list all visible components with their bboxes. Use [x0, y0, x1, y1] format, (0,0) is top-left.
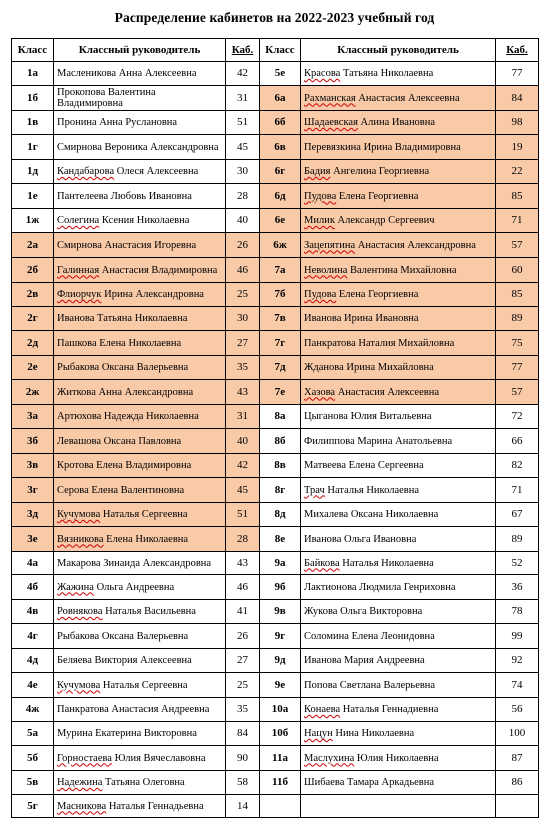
table-row	[12, 795, 539, 818]
teacher-name: Шадаевская Алина Ивановна	[304, 117, 436, 128]
class-cell: 3е	[12, 527, 54, 552]
class-cell: 11а	[260, 746, 301, 771]
teacher-cell	[301, 283, 496, 307]
room-cell: 46	[226, 575, 260, 600]
teacher-name: Вязникова Елена Николаевна	[57, 533, 189, 545]
room-cell: 85	[496, 283, 539, 307]
table-row	[12, 503, 539, 527]
room-cell: 41	[226, 600, 260, 624]
class-cell: 2е	[12, 356, 54, 380]
table-row	[12, 307, 539, 331]
empty-cell	[301, 795, 496, 818]
teacher-cell	[301, 258, 496, 283]
teacher-cell	[301, 184, 496, 209]
class-cell: 10б	[260, 722, 301, 746]
teacher-cell	[301, 722, 496, 746]
teacher-name: Михалева Оксана Николаевна	[304, 509, 439, 520]
room-cell: 67	[496, 503, 539, 527]
teacher-cell	[54, 283, 226, 307]
teacher-name: Иванова Татьяна Николаевна	[57, 313, 188, 324]
table-row	[12, 722, 539, 746]
teacher-name: Смирнова Анастасия Игоревна	[57, 239, 197, 251]
teacher-cell	[301, 307, 496, 331]
class-cell: 3г	[12, 478, 54, 503]
teacher-name: Конаева Наталья Геннадиевна	[304, 704, 439, 715]
teacher-name: Попова Светлана Валерьевна	[304, 679, 436, 691]
room-cell: 51	[226, 503, 260, 527]
teacher-name: Шибаева Тамара Аркадьевна	[304, 777, 435, 788]
teacher-cell	[54, 160, 226, 184]
teacher-name: Пашкова Елена Николаевна	[57, 337, 182, 349]
teacher-cell	[301, 160, 496, 184]
room-cell: 46	[226, 258, 260, 283]
teacher-cell	[301, 111, 496, 135]
room-cell: 28	[226, 527, 260, 552]
room-cell: 71	[496, 209, 539, 233]
room-cell: 25	[226, 283, 260, 307]
table-row	[12, 746, 539, 771]
room-cell: 71	[496, 478, 539, 503]
class-cell: 3д	[12, 503, 54, 527]
teacher-cell	[54, 649, 226, 673]
room-cell: 45	[226, 478, 260, 503]
room-cell: 86	[496, 771, 539, 795]
room-cell: 43	[226, 380, 260, 405]
class-cell: 4г	[12, 624, 54, 649]
teacher-name: Кучумова Наталья Сергеевна	[57, 509, 188, 520]
room-cell: 84	[226, 722, 260, 746]
teacher-cell	[54, 698, 226, 722]
room-cell: 77	[496, 62, 539, 86]
class-cell: 9е	[260, 673, 301, 698]
room-cell: 84	[496, 86, 539, 111]
room-cell: 99	[496, 624, 539, 649]
room-cell: 40	[226, 429, 260, 454]
class-cell: 7е	[260, 380, 301, 405]
room-cell: 35	[226, 356, 260, 380]
table-row	[12, 331, 539, 356]
teacher-cell	[54, 503, 226, 527]
teacher-name: Рыбакова Оксана Валерьевна	[57, 630, 189, 642]
room-cell: 92	[496, 649, 539, 673]
room-cell: 43	[226, 552, 260, 575]
teacher-name: Неволина Валентина Михайловна	[304, 264, 457, 276]
table-row	[12, 135, 539, 160]
teacher-name: Хазова Анастасия Алексеевна	[304, 386, 439, 398]
class-cell: 1е	[12, 184, 54, 209]
teacher-name: Трач Наталья Николаевна	[304, 484, 420, 496]
room-cell: 77	[496, 356, 539, 380]
class-cell: 4ж	[12, 698, 54, 722]
teacher-cell	[54, 258, 226, 283]
class-cell: 8д	[260, 503, 301, 527]
teacher-name: Маслухина Юлия Николаевна	[304, 752, 439, 764]
teacher-name: Цыганова Юлия Витальевна	[304, 411, 432, 422]
table-row	[12, 552, 539, 575]
room-cell: 28	[226, 184, 260, 209]
class-cell: 1а	[12, 62, 54, 86]
class-cell: 7б	[260, 283, 301, 307]
teacher-cell	[54, 356, 226, 380]
teacher-name: Артюхова Надежда Николаевна	[57, 411, 199, 422]
teacher-name: Флиорчук Ирина Александровна	[57, 289, 204, 300]
teacher-cell	[54, 454, 226, 478]
room-cell: 40	[226, 209, 260, 233]
room-cell: 35	[226, 698, 260, 722]
teacher-cell	[301, 503, 496, 527]
table-row	[12, 184, 539, 209]
teacher-cell	[301, 575, 496, 600]
teacher-name: Соломина Елена Леонидовна	[304, 630, 435, 642]
table-row	[12, 624, 539, 649]
class-cell: 3в	[12, 454, 54, 478]
teacher-cell	[54, 722, 226, 746]
table-row	[12, 478, 539, 503]
table-row	[12, 86, 539, 111]
class-cell: 1д	[12, 160, 54, 184]
teacher-name: Пантелеева Любовь Ивановна	[57, 190, 192, 202]
room-cell: 89	[496, 307, 539, 331]
teacher-name: Зацепятина Анастасия Александровна	[304, 239, 476, 251]
class-cell: 8б	[260, 429, 301, 454]
teacher-name: Бадия Ангелина Георгиевна	[304, 166, 430, 177]
teacher-name: Беляева Виктория Алексеевна	[57, 655, 192, 666]
teacher-name: Иванова Ольга Ивановна	[304, 533, 417, 545]
class-cell: 8г	[260, 478, 301, 503]
class-cell: 2в	[12, 283, 54, 307]
teacher-cell	[54, 184, 226, 209]
header-class: Класс	[12, 39, 54, 62]
header-room: Каб.	[226, 39, 260, 62]
room-cell: 89	[496, 527, 539, 552]
class-cell: 7г	[260, 331, 301, 356]
teacher-cell	[54, 209, 226, 233]
class-cell: 10а	[260, 698, 301, 722]
room-cell: 30	[226, 160, 260, 184]
room-cell: 42	[226, 62, 260, 86]
room-cell: 66	[496, 429, 539, 454]
teacher-cell	[54, 552, 226, 575]
room-cell: 42	[226, 454, 260, 478]
table-row	[12, 233, 539, 258]
teacher-name: Солегина Ксения Николаевна	[57, 215, 190, 226]
class-cell: 1ж	[12, 209, 54, 233]
teacher-name: Пудова Елена Георгиевна	[304, 190, 419, 202]
table-row	[12, 600, 539, 624]
table-row	[12, 209, 539, 233]
room-cell: 82	[496, 454, 539, 478]
teacher-name: Прокопова Валентина Владимировна	[57, 87, 156, 109]
teacher-cell	[301, 135, 496, 160]
class-cell: 4в	[12, 600, 54, 624]
class-cell: 7в	[260, 307, 301, 331]
class-cell: 4а	[12, 552, 54, 575]
room-cell: 90	[226, 746, 260, 771]
teacher-cell	[54, 600, 226, 624]
teacher-name: Пронина Анна Руслановна	[57, 117, 178, 128]
teacher-cell	[301, 673, 496, 698]
class-cell: 6г	[260, 160, 301, 184]
teacher-name: Филиппова Марина Анатольевна	[304, 435, 453, 447]
teacher-name: Надежина Татьяна Олеговна	[57, 777, 185, 788]
table-row	[12, 283, 539, 307]
class-cell: 2б	[12, 258, 54, 283]
teacher-cell	[54, 233, 226, 258]
class-cell: 9в	[260, 600, 301, 624]
teacher-cell	[54, 746, 226, 771]
class-cell: 5а	[12, 722, 54, 746]
teacher-cell	[54, 380, 226, 405]
class-cell: 2а	[12, 233, 54, 258]
class-cell: 1б	[12, 86, 54, 111]
teacher-name: Смирнова Вероника Александровна	[57, 141, 219, 153]
room-cell: 85	[496, 184, 539, 209]
teacher-name: Левашова Оксана Павловна	[57, 435, 182, 447]
class-cell: 7д	[260, 356, 301, 380]
teacher-name: Житкова Анна Александровна	[57, 386, 194, 398]
teacher-cell	[301, 209, 496, 233]
teacher-name: Ровнякова Наталья Васильевна	[57, 606, 196, 617]
room-cell: 57	[496, 380, 539, 405]
room-cell: 60	[496, 258, 539, 283]
room-cell: 25	[226, 673, 260, 698]
class-cell: 2ж	[12, 380, 54, 405]
teacher-cell	[54, 575, 226, 600]
table-row	[12, 698, 539, 722]
room-cell: 27	[226, 331, 260, 356]
teacher-cell	[301, 233, 496, 258]
teacher-cell	[54, 135, 226, 160]
teacher-cell	[54, 331, 226, 356]
empty-cell	[260, 795, 301, 818]
room-cell: 19	[496, 135, 539, 160]
table-row	[12, 160, 539, 184]
page-title: Распределение кабинетов на 2022-2023 учебный год	[114, 10, 435, 25]
class-cell: 5е	[260, 62, 301, 86]
teacher-cell	[54, 624, 226, 649]
teacher-name: Матвеева Елена Сергеевна	[304, 460, 424, 471]
room-cell: 22	[496, 160, 539, 184]
teacher-name: Милик Александр Сергеевич	[304, 215, 435, 226]
table-row	[12, 356, 539, 380]
teacher-cell	[301, 86, 496, 111]
teacher-cell	[301, 552, 496, 575]
teacher-cell	[54, 673, 226, 698]
teacher-name: Байкова Наталья Николаевна	[304, 557, 434, 569]
teacher-name: Панкратова Наталия Михайловна	[304, 337, 455, 349]
class-cell: 8е	[260, 527, 301, 552]
room-cell: 26	[226, 233, 260, 258]
table-row	[12, 429, 539, 454]
teacher-cell	[301, 771, 496, 795]
class-cell: 2д	[12, 331, 54, 356]
table-row	[12, 405, 539, 429]
room-cell: 74	[496, 673, 539, 698]
teacher-cell	[301, 527, 496, 552]
teacher-cell	[54, 86, 226, 111]
teacher-cell	[54, 429, 226, 454]
teacher-cell	[301, 746, 496, 771]
class-cell: 6б	[260, 111, 301, 135]
table-row	[12, 575, 539, 600]
class-cell: 4д	[12, 649, 54, 673]
room-cell: 98	[496, 111, 539, 135]
table-row	[12, 258, 539, 283]
teacher-name: Лактионова Людмила Генриховна	[304, 581, 456, 593]
teacher-name: Жукова Ольга Викторовна	[304, 606, 423, 617]
room-cell: 72	[496, 405, 539, 429]
class-cell: 9б	[260, 575, 301, 600]
class-cell: 11б	[260, 771, 301, 795]
teacher-name: Кротова Елена Владимировна	[57, 460, 192, 471]
teacher-cell	[301, 356, 496, 380]
class-cell: 9г	[260, 624, 301, 649]
class-cell: 6е	[260, 209, 301, 233]
teacher-cell	[301, 478, 496, 503]
class-cell: 6а	[260, 86, 301, 111]
teacher-name: Нацун Нина Николаевна	[304, 728, 415, 739]
room-cell: 31	[226, 86, 260, 111]
teacher-name: Пудова Елена Георгиевна	[304, 289, 419, 300]
room-cell: 57	[496, 233, 539, 258]
room-cell: 14	[226, 795, 260, 818]
teacher-name: Серова Елена Валентиновна	[57, 484, 185, 496]
teacher-name: Рыбакова Оксана Валерьевна	[57, 362, 189, 373]
teacher-cell	[301, 624, 496, 649]
class-cell: 5г	[12, 795, 54, 818]
class-cell: 1в	[12, 111, 54, 135]
teacher-name: Кандабарова Олеся Алексеевна	[57, 166, 199, 177]
teacher-name: Иванова Мария Андреевна	[304, 655, 425, 666]
header-teacher: Классный руководитель	[54, 39, 226, 62]
room-cell: 78	[496, 600, 539, 624]
table-row	[12, 771, 539, 795]
teacher-cell	[54, 795, 226, 818]
teacher-name: Масникова Наталья Геннадьевна	[57, 800, 204, 812]
class-cell: 9а	[260, 552, 301, 575]
teacher-cell	[301, 380, 496, 405]
header-teacher: Классный руководитель	[301, 39, 496, 62]
teacher-cell	[301, 600, 496, 624]
teacher-name: Галинная Анастасия Владимировна	[57, 264, 218, 276]
room-cell: 45	[226, 135, 260, 160]
table-header-row	[12, 39, 539, 62]
room-cell: 58	[226, 771, 260, 795]
teacher-cell	[301, 429, 496, 454]
class-cell: 6ж	[260, 233, 301, 258]
teacher-cell	[54, 307, 226, 331]
teacher-cell	[301, 62, 496, 86]
room-cell: 30	[226, 307, 260, 331]
teacher-name: Кучумова Наталья Сергеевна	[57, 679, 188, 691]
teacher-name: Иванова Ирина Ивановна	[304, 313, 419, 324]
teacher-cell	[54, 478, 226, 503]
teacher-cell	[54, 405, 226, 429]
table-row	[12, 111, 539, 135]
class-cell: 8в	[260, 454, 301, 478]
room-assignment-table	[11, 38, 539, 818]
class-cell: 4е	[12, 673, 54, 698]
teacher-name: Красова Татьяна Николаевна	[304, 68, 434, 79]
table-row	[12, 380, 539, 405]
class-cell: 6д	[260, 184, 301, 209]
teacher-cell	[301, 405, 496, 429]
teacher-cell	[54, 527, 226, 552]
class-cell: 1г	[12, 135, 54, 160]
teacher-cell	[301, 454, 496, 478]
table-row	[12, 649, 539, 673]
teacher-cell	[54, 62, 226, 86]
room-cell: 87	[496, 746, 539, 771]
teacher-name: Мурина Екатерина Викторовна	[57, 728, 197, 739]
header-class: Класс	[260, 39, 301, 62]
table-row	[12, 62, 539, 86]
room-cell: 100	[496, 722, 539, 746]
teacher-cell	[54, 111, 226, 135]
class-cell: 4б	[12, 575, 54, 600]
teacher-name: Жажина Ольга Андреевна	[57, 581, 175, 593]
class-cell: 3б	[12, 429, 54, 454]
room-cell: 51	[226, 111, 260, 135]
teacher-name: Горностаева Юлия Вячеславовна	[57, 752, 206, 764]
teacher-name: Рахманская Анастасия Алексеевна	[304, 92, 460, 104]
class-cell: 6в	[260, 135, 301, 160]
room-cell: 31	[226, 405, 260, 429]
teacher-name: Жданова Ирина Михайловна	[304, 362, 434, 373]
class-cell: 5в	[12, 771, 54, 795]
teacher-name: Макарова Зинаида Александровна	[57, 557, 212, 569]
room-cell: 52	[496, 552, 539, 575]
table-row	[12, 673, 539, 698]
room-cell: 36	[496, 575, 539, 600]
room-cell: 26	[226, 624, 260, 649]
class-cell: 2г	[12, 307, 54, 331]
table-row	[12, 454, 539, 478]
class-cell: 9д	[260, 649, 301, 673]
teacher-cell	[301, 331, 496, 356]
empty-cell	[496, 795, 539, 818]
room-cell: 75	[496, 331, 539, 356]
table-row	[12, 527, 539, 552]
header-room: Каб.	[496, 39, 539, 62]
teacher-name: Панкратова Анастасия Андреевна	[57, 704, 210, 715]
teacher-cell	[301, 649, 496, 673]
teacher-cell	[301, 698, 496, 722]
class-cell: 7а	[260, 258, 301, 283]
class-cell: 8а	[260, 405, 301, 429]
teacher-name: Перевязкина Ирина Владимировна	[304, 141, 461, 153]
teacher-cell	[54, 771, 226, 795]
class-cell: 5б	[12, 746, 54, 771]
class-cell: 3а	[12, 405, 54, 429]
teacher-name: Масленикова Анна Алексеевна	[57, 68, 197, 79]
room-cell: 56	[496, 698, 539, 722]
room-cell: 27	[226, 649, 260, 673]
